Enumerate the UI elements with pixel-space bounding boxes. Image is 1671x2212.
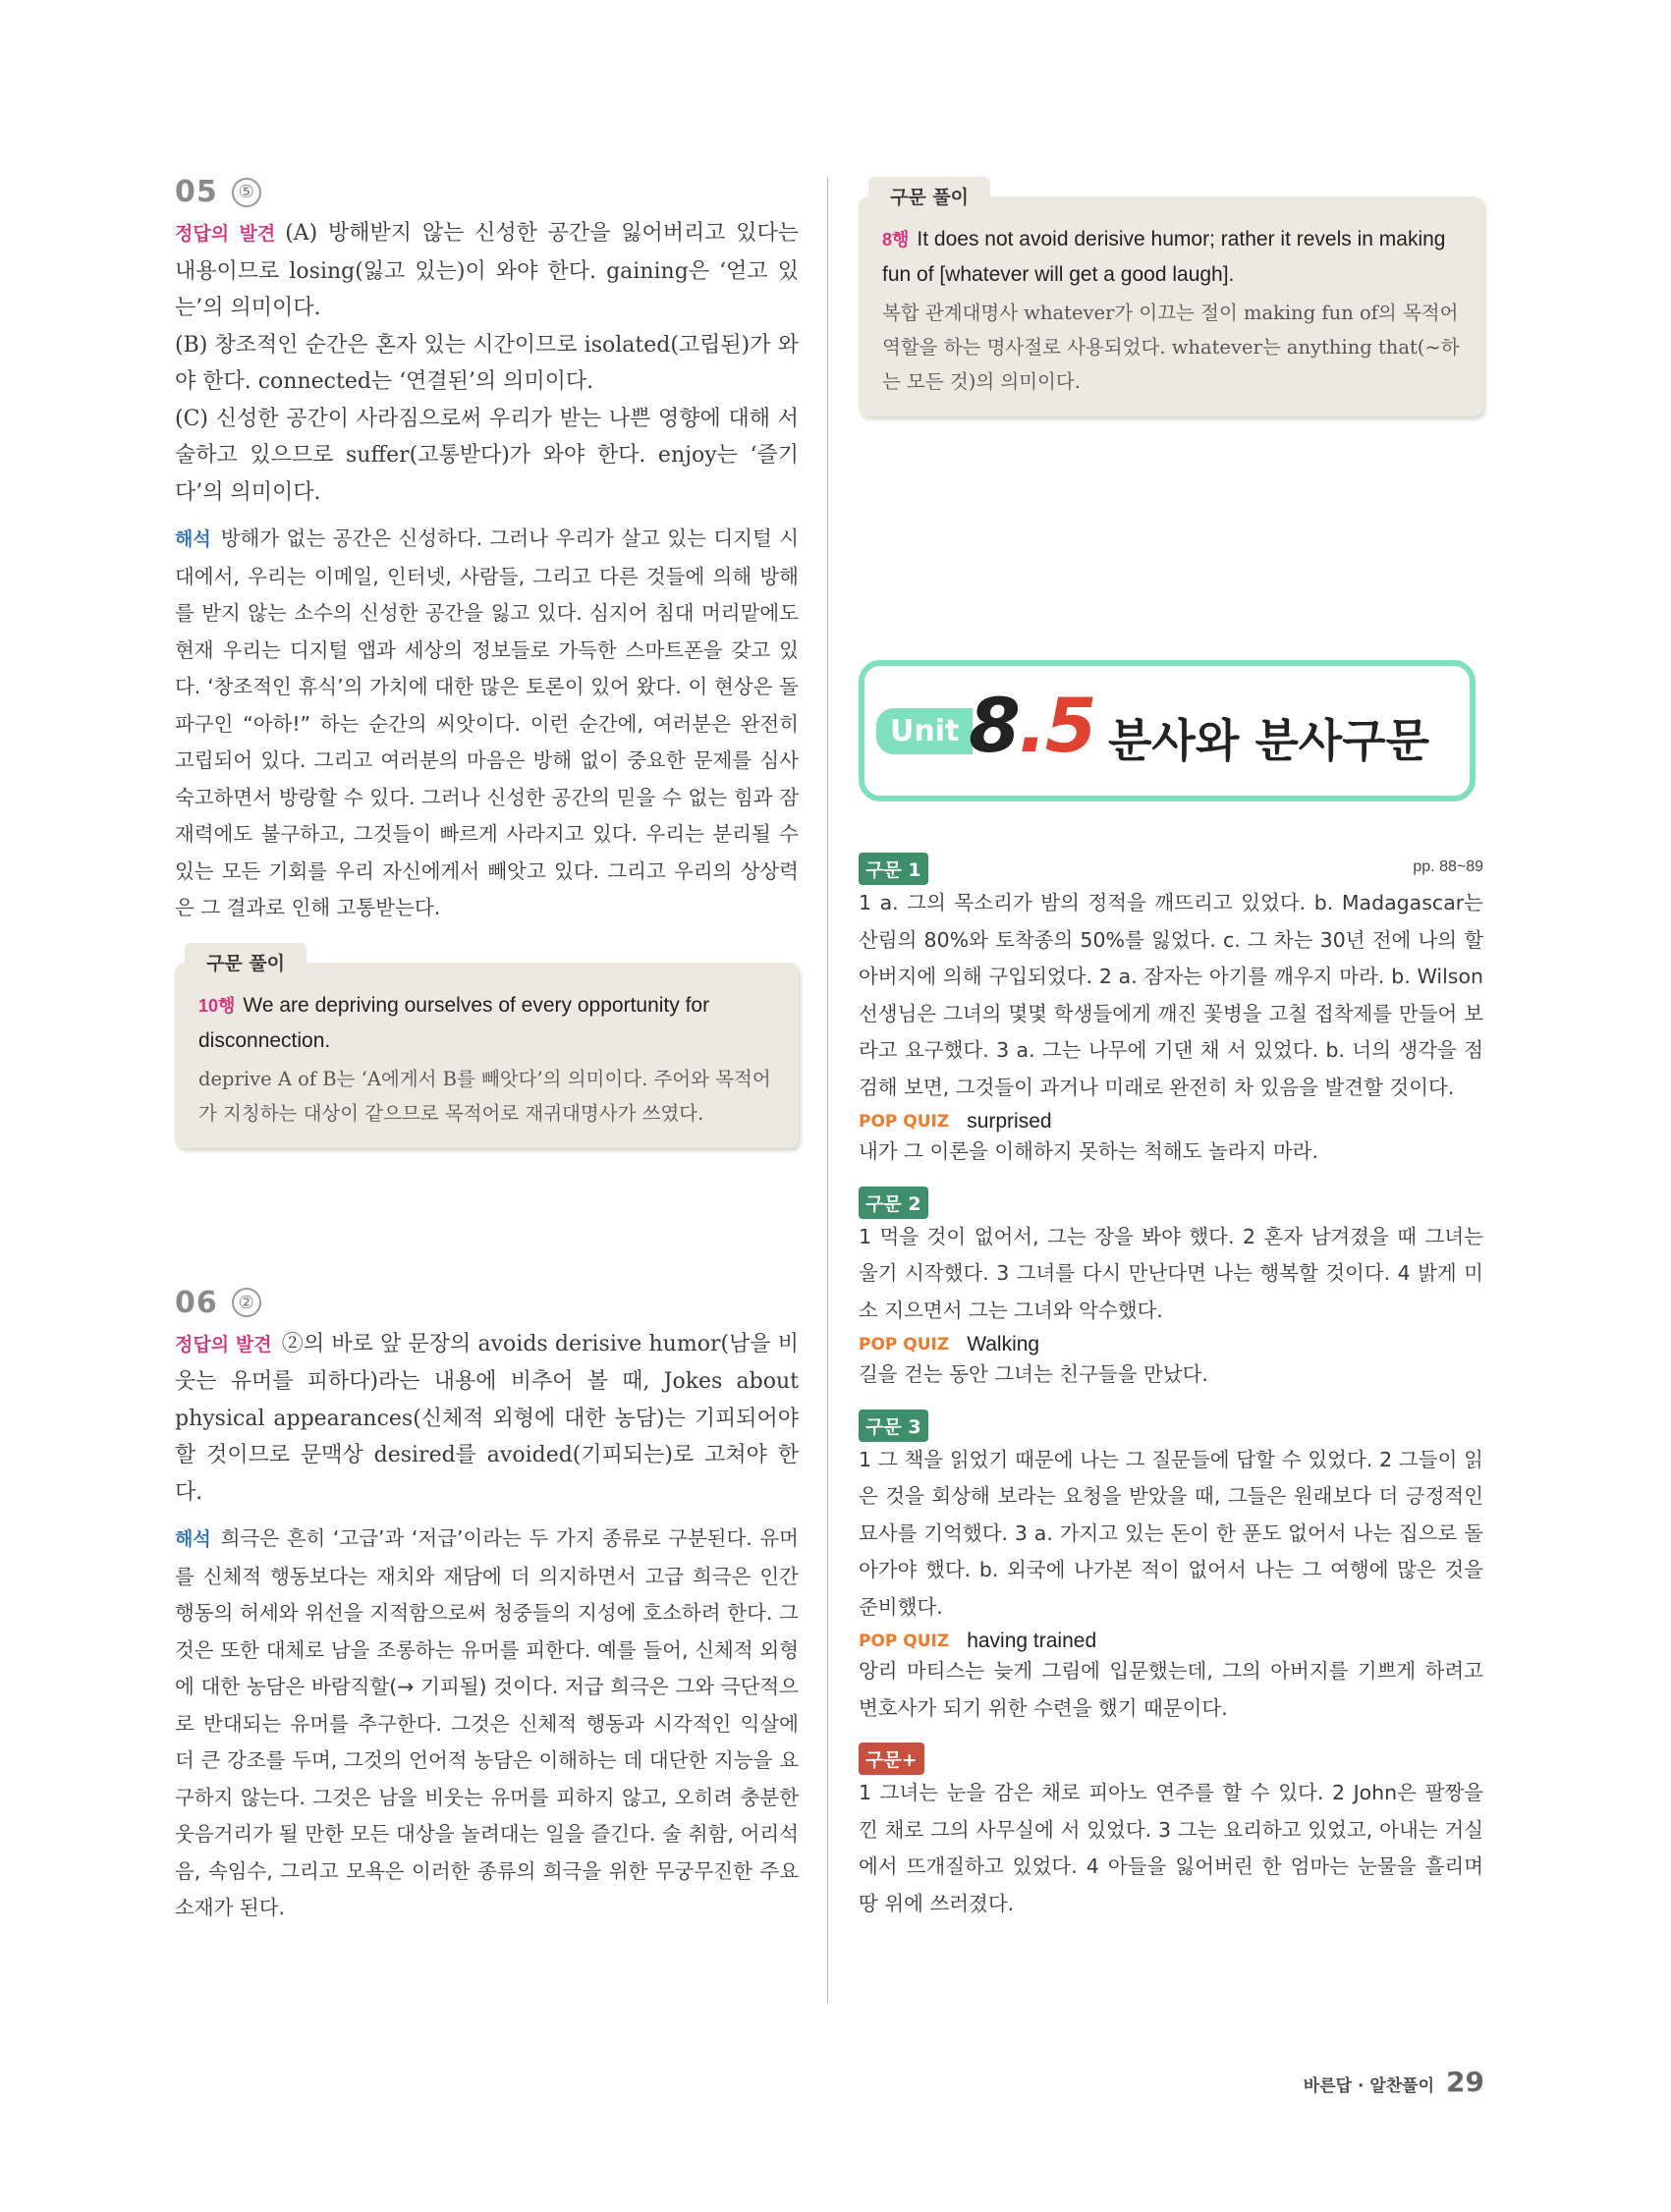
line-number: 8행 bbox=[882, 230, 910, 249]
page-footer bbox=[1304, 2066, 1484, 2098]
unit-pill: Unit bbox=[876, 708, 973, 754]
page-reference: pp. 88~89 bbox=[1413, 858, 1483, 875]
syntax-box-tab: 구문 풀이 bbox=[868, 177, 990, 213]
discovery-tag: 정답의 발견 bbox=[175, 1333, 272, 1355]
discovery-line: (A) 방해받지 않는 신성한 공간을 잃어버리고 있다는 내용이므로 losing(잃고 있는)이 와야 한다. gaining은 ‘얻고 있는’의 의미이다. bbox=[175, 221, 799, 320]
section-3 bbox=[859, 1410, 1483, 1728]
discovery-text: ②의 바로 앞 문장의 avoids derisive humor(남을 비웃는 유머를 피하다)라는 내용에 비추어 볼 때, Jokes about physical appearances(신체적 외형에 대한 농담)는 기피되어야 할 것이므로 문맥상 desired를 avoided(기피되는)로 고쳐야 한다. bbox=[175, 1331, 799, 1505]
unit-number-main: 8 bbox=[969, 682, 1019, 769]
syntax-english-text: We are depriving ourselves of every opportunity for disconnection. bbox=[198, 993, 710, 1052]
pop-quiz-translation: 길을 걷는 동안 그녀는 친구들을 만났다. bbox=[859, 1362, 1208, 1386]
syntax-box-body bbox=[175, 963, 799, 1148]
pop-quiz-label: POP QUIZ bbox=[859, 1112, 950, 1132]
syntax-explanation: 복합 관계대명사 whatever가 이끄는 절이 making fun of의 목적어 역할을 하는 명사절로 사용되었다. whatever는 anything that(~하는 모든 것)의 의미이다. bbox=[882, 302, 1460, 393]
footer-label: 바른답 · 알찬풀이 bbox=[1303, 2076, 1435, 2096]
pop-quiz-translation: 내가 그 이론을 이해하지 못하는 척해도 놀라지 마라. bbox=[859, 1139, 1318, 1163]
syntax-english bbox=[882, 222, 1462, 292]
syntax-explanation: deprive A of B는 ‘A에게서 B를 빼앗다’의 의미이다. 주어와 목적어가 지칭하는 대상이 같으므로 목적어로 재귀대명사가 쓰였다. bbox=[198, 1067, 771, 1125]
pop-quiz-label: POP QUIZ bbox=[859, 1335, 950, 1355]
translation-text: 방해가 없는 공간은 신성하다. 그러나 우리가 살고 있는 디지털 시대에서, 우리는 이메일, 인터넷, 사람들, 그리고 다른 것들에 의해 방해를 받지 않는 소수의 신성한 공간을 잃고 있다. 심지어 침대 머리맡에도 현재 우리는 디지털 앱과 세상의 정보들로 가득한 스마트폰을 갖고 있다. ‘창조적인 휴식’의 가치에 대한 많은 토론이 있어 왔다. 이 현상은 돌파구인 “아하!” 하는 순간의 씨앗이다. 이런 순간에, 여러분은 완전히 고립되어 있다. 그리고 여러분의 마음은 방해 없이 중요한 문제를 심사숙고하면서 방랑할 수 있다. 그러나 신성한 공간의 믿을 수 없는 힘과 잠재력에도 불구하고, 그것들이 빠르게 사라지고 있다. 우리는 분리될 수 있는 모든 기회를 우리 자신에게서 빼앗고 있다. 그리고 우리의 상상력은 그 결과로 인해 고통받는다. bbox=[175, 526, 799, 919]
section-label: 구문 3 bbox=[859, 1410, 928, 1442]
translation-tag: 해석 bbox=[175, 528, 211, 550]
pop-quiz bbox=[859, 1333, 1483, 1356]
grammar-sections bbox=[859, 853, 1483, 1922]
translation-paragraph bbox=[175, 1521, 799, 1927]
right-syntax-box bbox=[859, 187, 1483, 416]
pop-quiz bbox=[859, 1630, 1483, 1653]
discovery-line: (B) 창조적인 순간은 혼자 있는 시간이므로 isolated(고립된)가 와야 한다. connected는 ‘연결된’의 의미이다. bbox=[175, 332, 799, 394]
answer-mark: ⑤ bbox=[232, 178, 261, 207]
syntax-box bbox=[859, 187, 1483, 416]
question-05-header bbox=[175, 175, 799, 209]
syntax-english-text: It does not avoid derisive humor; rather it revels in making fun of [whatever will get a good laugh]. bbox=[882, 228, 1446, 286]
section-label: 구문 2 bbox=[859, 1187, 928, 1219]
section-1 bbox=[859, 853, 1483, 1171]
pop-quiz-answer: surprised bbox=[967, 1110, 1052, 1133]
section-text: 1 그 책을 읽었기 때문에 나는 그 질문들에 답할 수 있었다. 2 그들이 읽은 것을 회상해 보라는 요청을 받았을 때, 그들은 원래보다 더 긍정적인 묘사를 기억했다. 3 a. 가지고 있는 돈이 한 푼도 없어서 나는 집으로 돌아가야 했다. b. 외국에 나가본 적이 없어서 나는 그 여행에 많은 것을 준비했다. bbox=[859, 1447, 1483, 1619]
section-label: 구문 1 bbox=[859, 853, 928, 885]
pop-quiz-answer: having trained bbox=[967, 1630, 1097, 1652]
discovery-paragraph bbox=[175, 1326, 799, 1512]
translation-paragraph bbox=[175, 521, 799, 927]
question-06-header bbox=[175, 1286, 799, 1320]
section-plus bbox=[859, 1742, 1483, 1922]
page-number: 29 bbox=[1446, 2066, 1484, 2098]
pop-quiz bbox=[859, 1110, 1483, 1134]
section-2 bbox=[859, 1187, 1483, 1394]
section-text: 1 a. 그의 목소리가 밤의 정적을 깨뜨리고 있었다. b. Madagascar는 산림의 80%와 토착종의 50%를 잃었다. c. 그 차는 30년 전에 나의 할아버지에 의해 구입되었다. 2 a. 잠자는 아기를 깨우지 마라. b. Wilson 선생님은 그녀의 몇몇 학생들에게 깨진 꽃병을 고칠 접착제를 만들어 보라고 요구했다. 3 a. 그는 나무에 기댄 채 서 있었다. b. 너의 생각을 점검해 보면, 그것들이 과거나 미래로 완전히 차 있음을 발견할 것이다. bbox=[859, 891, 1483, 1099]
unit-banner bbox=[859, 660, 1476, 802]
discovery-tag: 정답의 발견 bbox=[175, 223, 276, 245]
left-column bbox=[175, 175, 799, 1927]
question-number: 05 bbox=[175, 175, 218, 209]
pop-quiz-label: POP QUIZ bbox=[859, 1631, 950, 1651]
unit-number bbox=[969, 682, 1095, 769]
unit-title: 분사와 분사구문 bbox=[1108, 714, 1430, 767]
discovery-paragraph-a bbox=[175, 215, 799, 327]
unit-number-sub: .5 bbox=[1018, 682, 1095, 769]
column-divider bbox=[827, 177, 828, 2004]
question-number: 06 bbox=[175, 1285, 218, 1320]
syntax-box-tab: 구문 풀이 bbox=[185, 943, 306, 979]
translation-text: 희극은 흔히 ‘고급’과 ‘저급’이라는 두 가지 종류로 구분된다. 유머를 신체적 행동보다는 재치와 재담에 더 의지하면서 고급 희극은 인간 행동의 허세와 위선을 지적함으로써 청중들의 지성에 호소하려 한다. 그것은 또한 대체로 남을 조롱하는 유머를 피한다. 예를 들어, 신체적 외형에 대한 농담은 바람직할(→ 기피될) 것이다. 저급 희극은 그와 극단적으로 반대되는 유머를 추구한다. 그것은 신체적 행동과 시각적인 익살에 더 큰 강조를 두며, 그것의 언어적 농담은 이해하는 데 대단한 지능을 요구하지 않는다. 그것은 남을 비웃는 유머를 피하지 않고, 오히려 충분한 웃음거리가 될 만한 모든 대상을 놀려대는 일을 즐긴다. 술 취함, 어리석음, 속임수, 그리고 모욕은 이러한 종류의 희극을 위한 무궁무진한 주요 소재가 된다. bbox=[175, 1526, 799, 1919]
discovery-line: (C) 신성한 공간이 사라짐으로써 우리가 받는 나쁜 영향에 대해 서술하고 있으므로 suffer(고통받다)가 와야 한다. enjoy는 ‘즐기다’의 의미이다. bbox=[175, 406, 799, 505]
pop-quiz-translation: 앙리 마티스는 늦게 그림에 입문했는데, 그의 아버지를 기쁘게 하려고 변호사가 되기 위한 수련을 했기 때문이다. bbox=[859, 1659, 1483, 1720]
translation-tag: 해석 bbox=[175, 1528, 211, 1550]
section-text: 1 그녀는 눈을 감은 채로 피아노 연주를 할 수 있다. 2 John은 팔짱을 낀 채로 그의 사무실에 서 있었다. 3 그는 요리하고 있었고, 아내는 거실에서 뜨개질하고 있었다. 4 아들을 잃어버린 한 엄마는 눈물을 흘리며 땅 위에 쓰러졌다. bbox=[859, 1781, 1483, 1915]
syntax-box bbox=[175, 952, 799, 1148]
syntax-box-body bbox=[859, 196, 1483, 416]
syntax-english bbox=[198, 988, 777, 1058]
pop-quiz-answer: Walking bbox=[967, 1333, 1040, 1355]
answer-mark: ② bbox=[232, 1288, 261, 1317]
section-text: 1 먹을 것이 없어서, 그는 장을 봐야 했다. 2 혼자 남겨졌을 때 그녀는 울기 시작했다. 3 그녀를 다시 만난다면 나는 행복할 것이다. 4 밝게 미소 지으면서 그는 그녀와 악수했다. bbox=[859, 1224, 1483, 1322]
line-number: 10행 bbox=[198, 995, 236, 1016]
section-label: 구문+ bbox=[859, 1742, 924, 1775]
